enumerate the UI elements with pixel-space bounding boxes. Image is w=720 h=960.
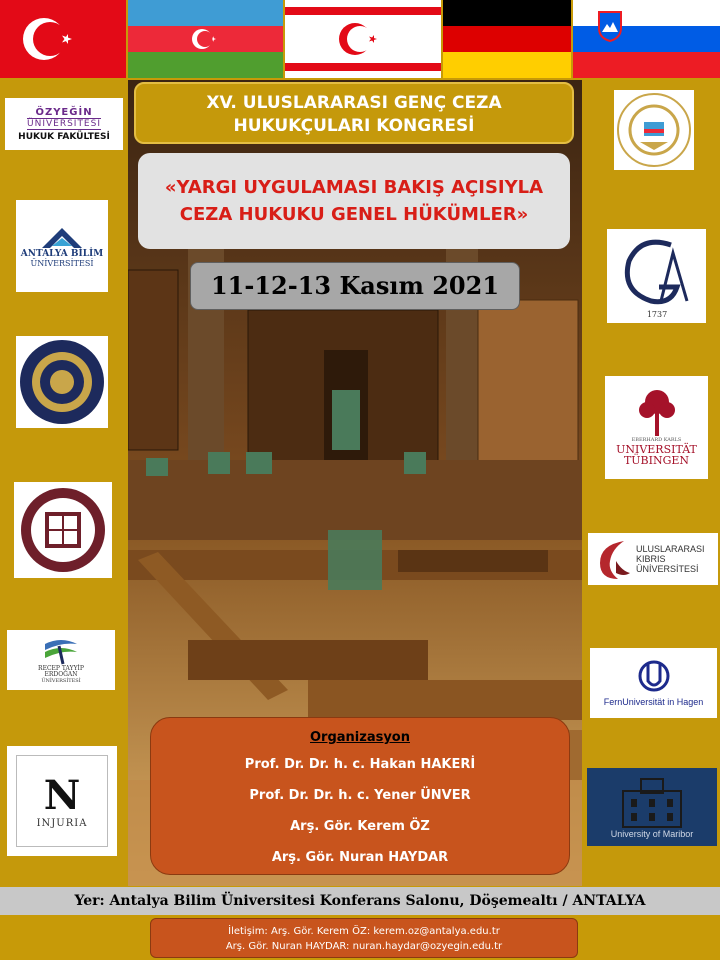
hagen-circle-icon [637, 659, 671, 697]
ankara-seal-icon [18, 338, 106, 426]
organization-heading: Organizasyon [310, 730, 410, 745]
logo-text: ÜNİVERSİTESİ [41, 677, 81, 684]
organizer-name: Prof. Dr. Dr. h. c. Hakan HAKERİ [244, 757, 476, 772]
northern-cyprus-flag [285, 0, 441, 78]
venue-bar: Yer: Antalya Bilim Üniversitesi Konferans Salonu, Döşemealtı / ANTALYA [0, 887, 720, 915]
logo-text: ERDOĞAN [44, 671, 78, 679]
mountain-icon [40, 224, 84, 250]
topic-line: CEZA HUKUKU GENEL HÜKÜMLER» [179, 204, 529, 225]
topic-line: «YARGI UYGULAMASI BAKIŞ AÇISIYLA [164, 177, 544, 198]
azerbaijan-flag [128, 0, 283, 78]
ankara-university-logo [16, 336, 108, 428]
logo-text: KIBRIS [636, 554, 666, 564]
contact-panel [150, 918, 578, 958]
turkey-flag [0, 0, 126, 78]
ciu-swirl-icon [594, 535, 632, 583]
logo-text: ÜNİVERSİTESİ [27, 118, 101, 129]
fernuniversitat-hagen-logo [590, 648, 717, 718]
palm-tree-icon [637, 388, 677, 438]
logo-text: 1737 [646, 310, 667, 319]
logo-text: INJURIA [36, 817, 88, 829]
asbu-logo [14, 482, 112, 578]
logo-text: EBERHARD KARLS [631, 437, 682, 444]
rte-university-logo [7, 630, 115, 690]
organizer-name: Arş. Gör. Kerem ÖZ [290, 819, 430, 834]
gottingen-logo [607, 229, 706, 323]
antalya-bilim-logo [16, 200, 108, 292]
organizer-name: Prof. Dr. Dr. h. c. Yener ÜNVER [249, 788, 471, 803]
logo-text: HUKUK FAKÜLTESİ [18, 131, 110, 142]
logo-text: RECEP TAYYİP [38, 665, 84, 673]
university-of-maribor-logo [587, 768, 717, 846]
congress-topic [138, 153, 570, 249]
germany-flag [443, 0, 571, 78]
gottingen-mark-icon [611, 231, 703, 321]
logo-text: TÜBINGEN [623, 454, 690, 468]
logo-text: ÜNİVERSİTESİ [636, 564, 699, 574]
contact-line: İletişim: Arş. Gör. Kerem ÖZ: kerem.oz@antalya.edu.tr [228, 926, 500, 937]
logo-text: FernUniversität in Hagen [603, 697, 704, 707]
maribor-building-icon [617, 775, 687, 829]
right-column [582, 80, 720, 886]
logo-text: ULUSLARARASI [636, 544, 705, 554]
rte-wave-icon [41, 636, 81, 666]
title-line: HUKUKÇULARI KONGRESİ [233, 116, 475, 136]
title-line: XV. ULUSLARARASI GENÇ CEZA [206, 93, 502, 113]
logo-text: ÜNİVERSİTESİ [30, 258, 94, 268]
slovenia-flag [573, 0, 720, 78]
logo-text: UNIVERSITÄT [616, 442, 697, 456]
logo-text: University of Maribor [610, 829, 694, 839]
injuria-mark-icon: N [43, 771, 81, 819]
contact-line: Arş. Gör. Nuran HAYDAR: nuran.haydar@ozyegin.edu.tr [225, 941, 503, 952]
slovenia-coat-of-arms-icon [597, 10, 623, 42]
ozyegin-logo [5, 98, 123, 150]
baku-seal-icon [616, 92, 692, 168]
organization-panel [150, 717, 570, 875]
injuria-logo [7, 746, 117, 856]
congress-date: 11-12-13 Kasım 2021 [190, 262, 520, 310]
logo-text: ÖZYEĞİN [35, 106, 93, 118]
international-cyprus-university-logo [588, 533, 718, 585]
tubingen-logo [605, 376, 708, 479]
baku-state-university-logo [614, 90, 694, 170]
congress-title [134, 82, 574, 144]
asbu-seal-icon [19, 486, 107, 574]
organizer-name: Arş. Gör. Nuran HAYDAR [271, 850, 449, 865]
crescent-star-icon [0, 0, 126, 78]
logo-text: ANTALYA BİLİM [20, 249, 104, 260]
